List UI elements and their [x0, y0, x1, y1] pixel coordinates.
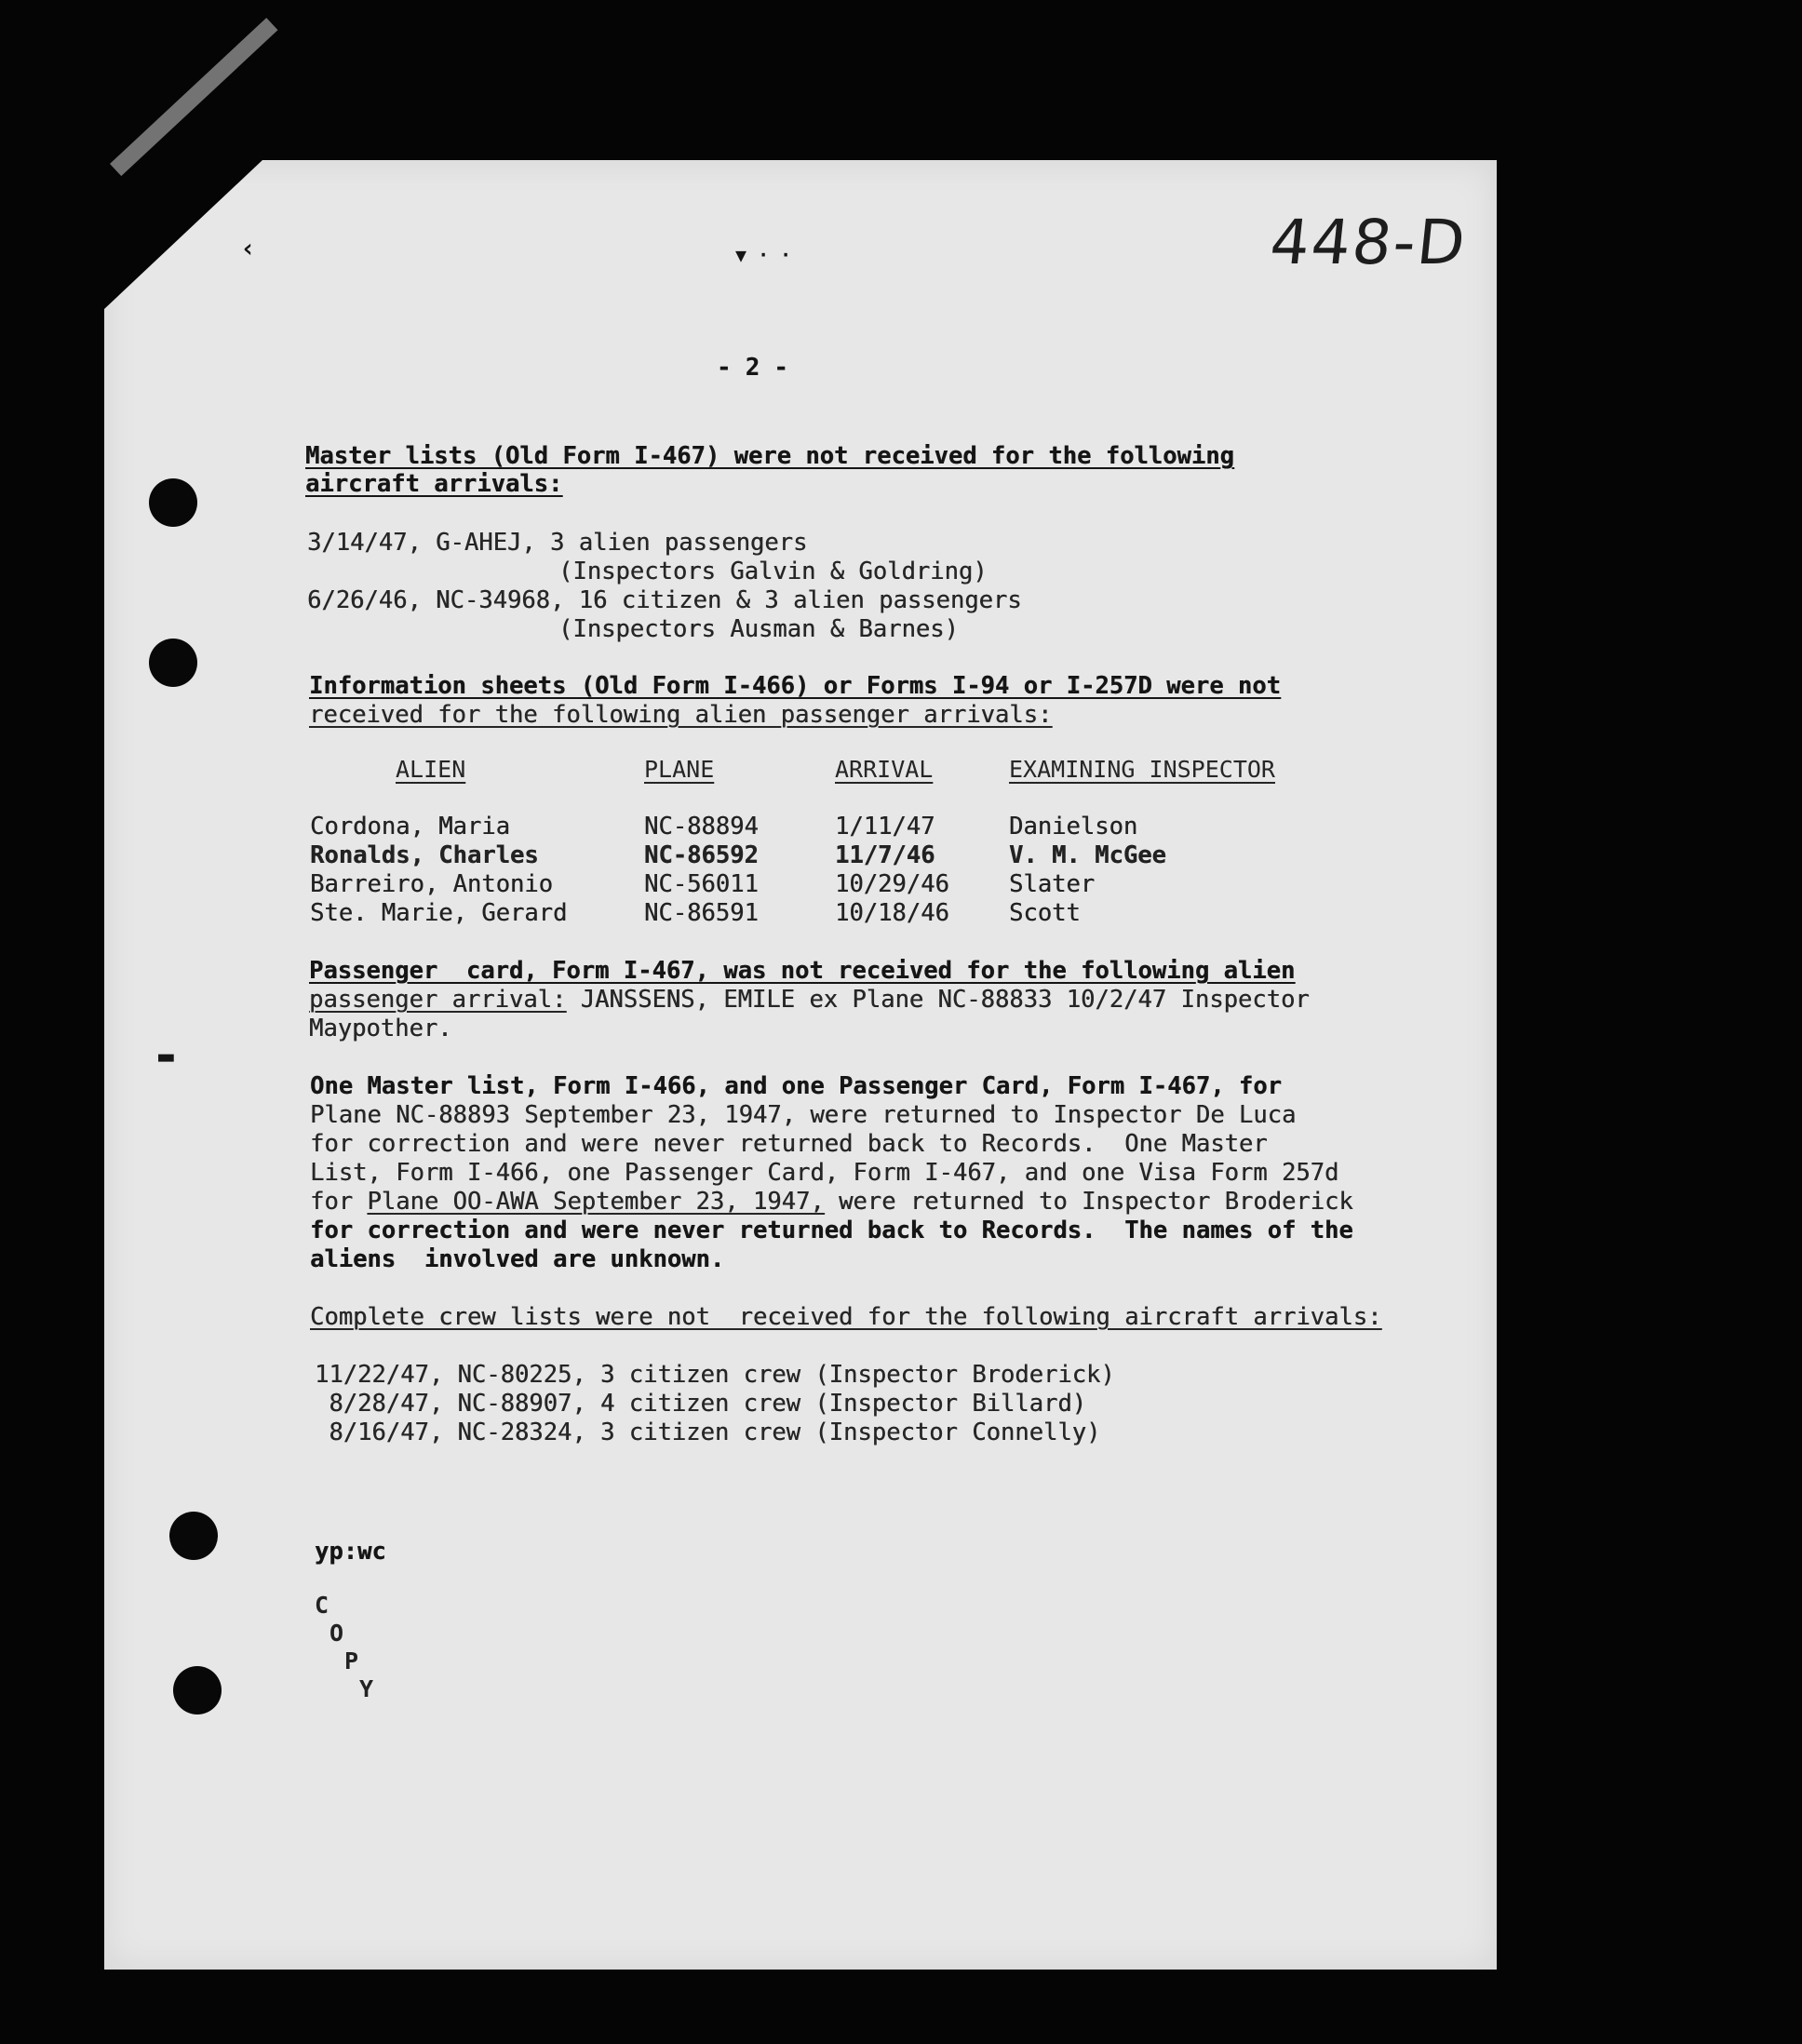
inspector-name: Danielson — [1009, 813, 1138, 840]
crew-list-entry: 8/28/47, NC-88907, 4 citizen crew (Inspector Billard) — [315, 1390, 1087, 1418]
copy-letter: Y — [359, 1675, 374, 1702]
scan-mark: ▼ · · — [735, 244, 792, 266]
folded-corner — [104, 160, 262, 309]
paragraph-line: for correction and were never returned back to Records. One Master — [310, 1130, 1268, 1158]
alien-name: Ronalds, Charles — [310, 841, 539, 869]
paragraph-line: List, Form I-466, one Passenger Card, Form I-467, and one Visa Form 257d — [310, 1159, 1339, 1187]
typist-initials: yp:wc — [315, 1538, 386, 1566]
paragraph-text: were returned to Inspector Broderick — [824, 1188, 1353, 1216]
column-header-plane: PLANE — [644, 756, 715, 783]
arrival-date: 10/18/46 — [835, 899, 949, 927]
scan-mark: ‹ — [240, 233, 256, 263]
plane-id: NC-56011 — [644, 870, 759, 898]
passenger-card-details: JANSSENS, EMILE ex Plane NC-88833 10/2/47 Inspector — [566, 986, 1310, 1014]
plane-id: NC-86591 — [644, 899, 759, 927]
inspector-name: Scott — [1009, 899, 1081, 927]
punch-hole — [169, 1512, 218, 1560]
info-sheets-heading-2: received for the following alien passenger arrivals: — [309, 701, 1053, 729]
paragraph-underlined-plane: Plane OO-AWA September 23, 1947, — [367, 1188, 825, 1216]
arrival-date: 10/29/46 — [835, 870, 949, 898]
master-lists-heading-1: Master lists (Old Form I-467) were not received for the following — [305, 442, 1234, 470]
passenger-card-heading-1: Passenger card, Form I-467, was not received for the following alien — [309, 957, 1296, 985]
plane-id: NC-88894 — [644, 813, 759, 840]
file-number-handwritten: 448-D — [1266, 207, 1471, 278]
passenger-card-heading-2: passenger arrival: — [309, 986, 567, 1014]
master-list-note: (Inspectors Ausman & Barnes) — [558, 615, 959, 643]
paragraph-line — [310, 1188, 1353, 1217]
master-list-entry: 3/14/47, G-AHEJ, 3 alien passengers — [307, 529, 808, 557]
paragraph-line: for correction and were never returned back to Records. The names of the — [310, 1217, 1353, 1244]
scan-mark: ▬ — [158, 1041, 174, 1071]
punch-hole — [149, 639, 197, 687]
copy-letter: C — [315, 1592, 329, 1619]
folded-corner-edge — [110, 18, 277, 176]
alien-name: Barreiro, Antonio — [310, 870, 553, 898]
paragraph-text: for — [310, 1188, 368, 1216]
punch-hole — [173, 1666, 222, 1715]
arrival-date: 11/7/46 — [835, 841, 935, 869]
inspector-name: Slater — [1009, 870, 1096, 898]
paragraph-line: aliens involved are unknown. — [310, 1245, 725, 1273]
column-header-alien: ALIEN — [396, 756, 466, 783]
crew-lists-heading: Complete crew lists were not received for the following aircraft arrivals: — [310, 1303, 1382, 1331]
passenger-card-line-3: Maypother. — [309, 1015, 452, 1042]
master-list-note: (Inspectors Galvin & Goldring) — [558, 558, 988, 585]
paragraph-line: One Master list, Form I-466, and one Passenger Card, Form I-467, for — [310, 1072, 1282, 1100]
passenger-card-line-2 — [309, 986, 1310, 1015]
copy-letter: P — [344, 1647, 359, 1674]
document-page — [104, 160, 1497, 1970]
paragraph-line: Plane NC-88893 September 23, 1947, were returned to Inspector De Luca — [310, 1101, 1297, 1129]
column-header-inspector: EXAMINING INSPECTOR — [1009, 756, 1275, 783]
arrival-date: 1/11/47 — [835, 813, 935, 840]
copy-letter: O — [329, 1620, 344, 1647]
master-lists-heading-2: aircraft arrivals: — [305, 470, 563, 498]
plane-id: NC-86592 — [644, 841, 759, 869]
alien-name: Ste. Marie, Gerard — [310, 899, 568, 927]
info-sheets-heading-1: Information sheets (Old Form I-466) or Forms I-94 or I-257D were not — [309, 672, 1281, 700]
inspector-name: V. M. McGee — [1009, 841, 1166, 869]
punch-hole — [149, 478, 197, 527]
page-number: - 2 - — [717, 354, 788, 382]
column-header-arrival: ARRIVAL — [835, 756, 934, 783]
crew-list-entry: 8/16/47, NC-28324, 3 citizen crew (Inspector Connelly) — [315, 1419, 1101, 1446]
alien-name: Cordona, Maria — [310, 813, 510, 840]
master-list-entry: 6/26/46, NC-34968, 16 citizen & 3 alien passengers — [307, 586, 1022, 614]
crew-list-entry: 11/22/47, NC-80225, 3 citizen crew (Inspector Broderick) — [315, 1361, 1115, 1389]
